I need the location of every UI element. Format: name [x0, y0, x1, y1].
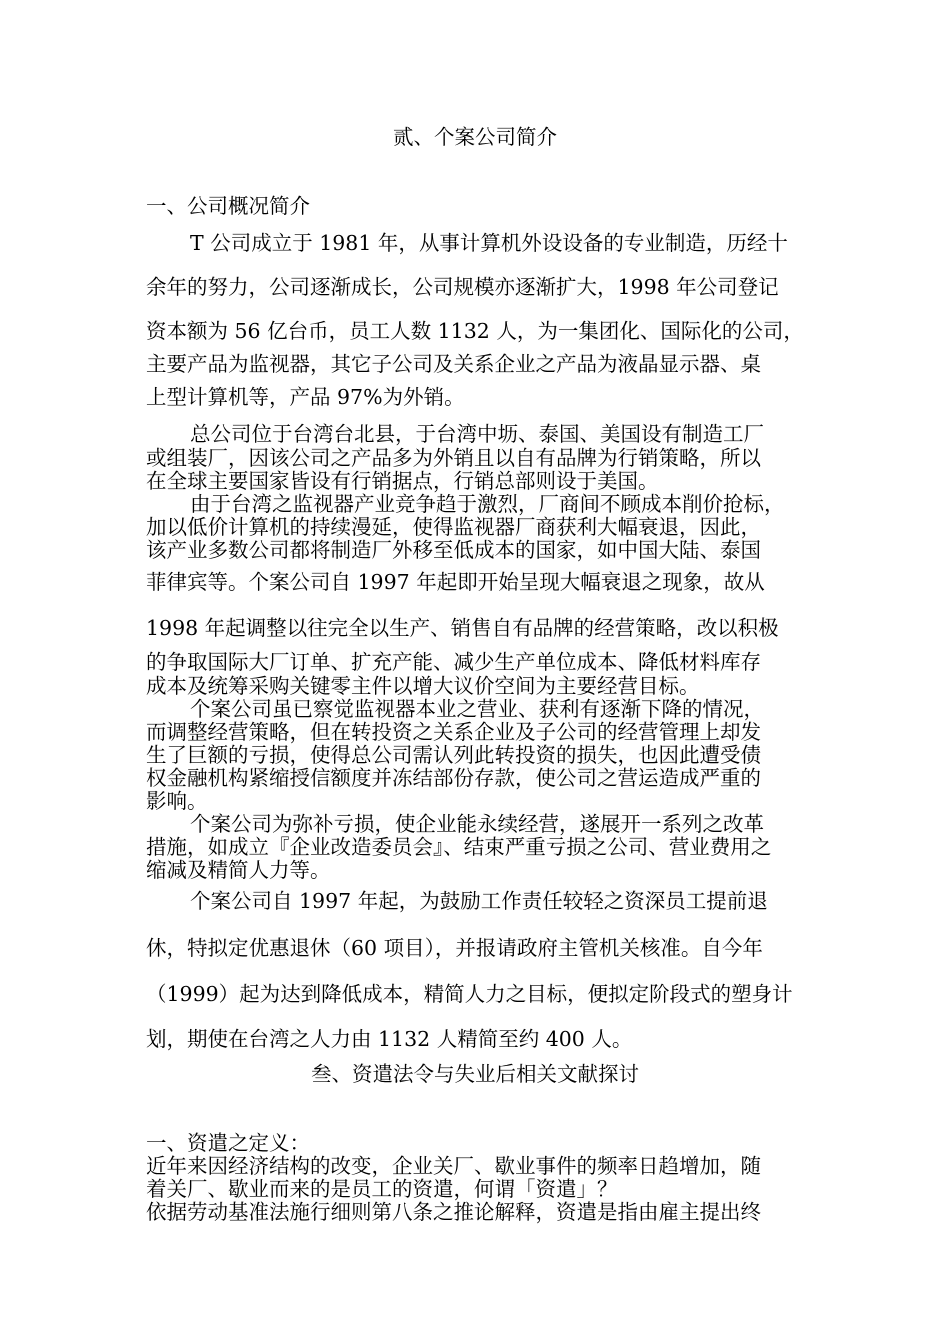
subsection-heading: 一、公司概况简介 [146, 194, 310, 218]
section-title-2: 贰、个案公司简介 [393, 125, 557, 149]
paragraph-line: 由于台湾之监视器产业竞争趋于激烈，厂商间不顾成本削价抢标， [190, 492, 785, 516]
paragraph-line: 生了巨额的亏损，使得总公司需认列此转投资的损失，也因此遭受债 [146, 743, 761, 767]
paragraph-line: 加以低价计算机的持续漫延，使得监视器厂商获利大幅衰退，因此， [146, 515, 761, 539]
paragraph-line: 着关厂、歇业而来的是员工的资遣，何谓「资遣」？ [146, 1177, 618, 1201]
paragraph-line: 上型计算机等，产品 97%为外销。 [146, 385, 465, 409]
paragraph-line: 缩减及精简人力等。 [146, 858, 331, 882]
paragraph-line: 影响。 [146, 789, 208, 813]
paragraph-line: （1999）起为达到降低成本，精简人力之目标，便拟定阶段式的塑身计 [146, 982, 793, 1006]
paragraph-line: 资本额为 56 亿台币，员工人数 1132 人，为一集团化、国际化的公司， [146, 319, 804, 343]
paragraph-line: 休，特拟定优惠退休（60 项目），并报请政府主管机关核准。自今年 [146, 936, 763, 960]
paragraph-line: 余年的努力，公司逐渐成长，公司规模亦逐渐扩大，1998 年公司登记 [146, 275, 779, 299]
paragraph-line: 权金融机构紧缩授信额度并冻结部份存款，使公司之营运造成严重的 [146, 766, 761, 790]
paragraph-line: 近年来因经济结构的改变，企业关厂、歇业事件的频率日趋增加，随 [146, 1154, 761, 1178]
paragraph-line: 在全球主要国家皆设有行销据点，行销总部则设于美国。 [146, 469, 659, 493]
paragraph-line: 个案公司自 1997 年起，为鼓励工作责任较轻之资深员工提前退 [190, 889, 768, 913]
paragraph-line: T 公司成立于 1981 年，从事计算机外设设备的专业制造，历经十 [190, 231, 788, 255]
paragraph-line: 而调整经营策略，但在转投资之关系企业及子公司的经营管理上却发 [146, 720, 761, 744]
paragraph-line: 个案公司为弥补亏损，使企业能永续经营，遂展开一系列之改革 [190, 812, 764, 836]
paragraph-line: 或组装厂，因该公司之产品多为外销且以自有品牌为行销策略，所以 [146, 446, 761, 470]
paragraph-line: 个案公司虽已察觉监视器本业之营业、获利有逐渐下降的情况， [190, 697, 764, 721]
section-title-3: 叁、资遣法令与失业后相关文献探讨 [311, 1062, 639, 1086]
paragraph-line: 该产业多数公司都将制造厂外移至低成本的国家，如中国大陆、泰国 [146, 538, 761, 562]
paragraph-line: 1998 年起调整以往完全以生产、销售自有品牌的经营策略，改以积极 [146, 616, 779, 640]
paragraph-line: 主要产品为监视器，其它子公司及关系企业之产品为液晶显示器、桌 [146, 352, 761, 376]
paragraph-line: 菲律宾等。个案公司自 1997 年起即开始呈现大幅衰退之现象，故从 [146, 570, 765, 594]
paragraph-line: 成本及统筹采购关键零主件以增大议价空间为主要经营目标。 [146, 674, 700, 698]
paragraph-line: 措施，如成立『企业改造委员会』、结束严重亏损之公司、营业费用之 [146, 835, 772, 859]
paragraph-line: 总公司位于台湾台北县，于台湾中坜、泰国、美国设有制造工厂 [190, 422, 764, 446]
paragraph-line: 依据劳动基准法施行细则第八条之推论解释，资遣是指由雇主提出终 [146, 1200, 761, 1224]
paragraph-line: 的争取国际大厂订单、扩充产能、减少生产单位成本、降低材料库存 [146, 650, 761, 674]
paragraph-line: 划，期使在台湾之人力由 1132 人精简至约 400 人。 [146, 1027, 633, 1051]
subsection-heading: 一、资遣之定义： [146, 1131, 310, 1155]
